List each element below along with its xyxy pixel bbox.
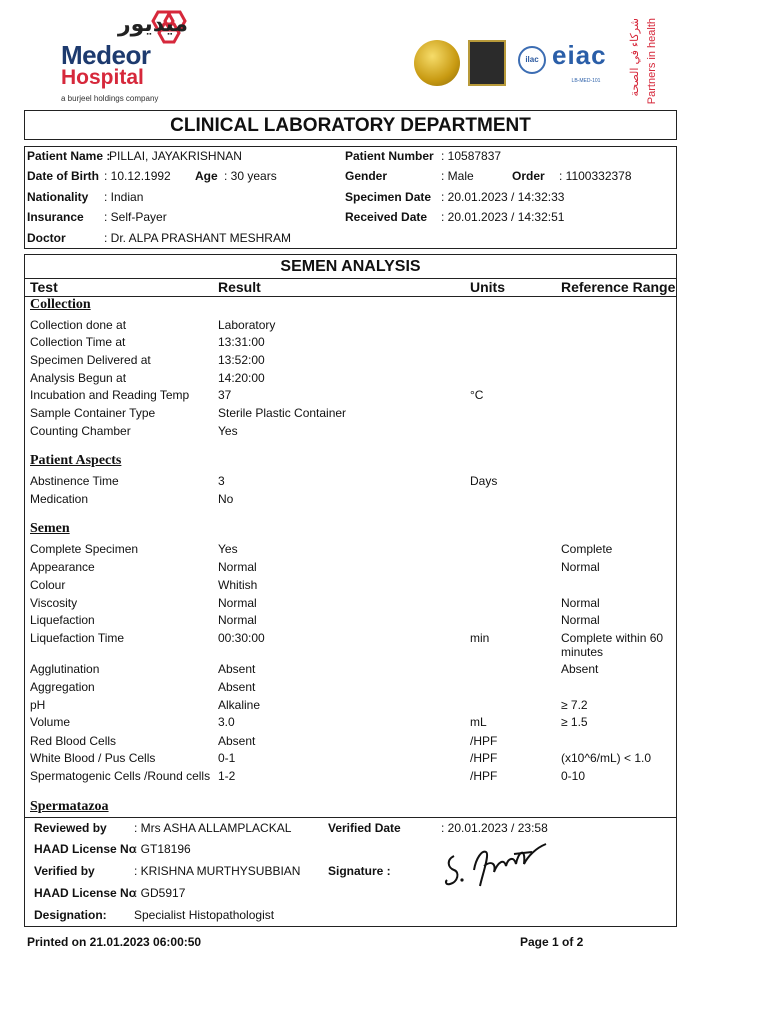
doctor-label: Doctor bbox=[27, 231, 66, 245]
row-test: Counting Chamber bbox=[30, 424, 131, 438]
row-reference: Absent bbox=[561, 662, 599, 676]
row-test: Agglutination bbox=[30, 662, 100, 676]
insurance: : Self-Payer bbox=[104, 210, 167, 224]
row-units: min bbox=[470, 631, 490, 645]
gender: : Male bbox=[441, 169, 474, 183]
row-result: Alkaline bbox=[218, 698, 261, 712]
age: : 30 years bbox=[224, 169, 277, 183]
analysis-title: SEMEN ANALYSIS bbox=[280, 258, 421, 275]
row-units: mL bbox=[470, 715, 487, 729]
row-test: Viscosity bbox=[30, 596, 78, 610]
gender-label: Gender bbox=[345, 169, 388, 183]
eiac-logo: eiac bbox=[552, 40, 607, 70]
verified-by: : KRISHNA MURTHYSUBBIAN bbox=[134, 864, 301, 878]
row-reference: Complete bbox=[561, 542, 613, 556]
row-units: Days bbox=[470, 474, 498, 488]
row-result: Whitish bbox=[218, 578, 258, 592]
row-result: Normal bbox=[218, 613, 257, 627]
row-units: /HPF bbox=[470, 769, 498, 783]
order-number: : 1100332378 bbox=[559, 169, 632, 183]
row-test: Appearance bbox=[30, 560, 95, 574]
row-test: Medication bbox=[30, 492, 89, 506]
row-test: Liquefaction Time bbox=[30, 631, 125, 645]
section-spermatazoa: Spermatazoa bbox=[30, 799, 109, 814]
haad-license-label-2: HAAD License No bbox=[34, 886, 137, 900]
nationality: : Indian bbox=[104, 190, 144, 204]
row-reference-cont: minutes bbox=[561, 645, 604, 659]
row-reference: (x10^6/mL) < 1.0 bbox=[561, 751, 652, 765]
row-result: Absent bbox=[218, 680, 256, 694]
row-result: 3 bbox=[218, 474, 225, 488]
row-result: 00:30:00 bbox=[218, 631, 265, 645]
award-badge-icon bbox=[468, 40, 506, 86]
row-result: 14:20:00 bbox=[218, 371, 265, 385]
row-result: 0-1 bbox=[218, 751, 236, 765]
row-result: 3.0 bbox=[218, 715, 235, 729]
dob-label: Date of Birth bbox=[27, 169, 99, 183]
row-result: Sterile Plastic Container bbox=[218, 406, 347, 420]
patient-name: PILLAI, JAYAKRISHNAN bbox=[109, 149, 242, 163]
haad-license-label: HAAD License No bbox=[34, 842, 137, 856]
col-result: Result bbox=[218, 279, 261, 295]
row-units: °C bbox=[470, 388, 484, 402]
row-reference: ≥ 7.2 bbox=[561, 698, 588, 712]
row-units: /HPF bbox=[470, 734, 498, 748]
row-test: Aggregation bbox=[30, 680, 95, 694]
haad-license: : GT18196 bbox=[134, 842, 191, 856]
row-reference: Normal bbox=[561, 596, 600, 610]
row-result: Yes bbox=[218, 424, 238, 438]
row-test: pH bbox=[30, 698, 46, 712]
received-date-label: Received Date bbox=[345, 210, 428, 224]
row-test: Complete Specimen bbox=[30, 542, 139, 556]
tagline-english-wrap bbox=[646, 18, 660, 108]
haad-license-2: : GD5917 bbox=[134, 886, 186, 900]
logo-subtitle: a burjeel holdings company bbox=[61, 94, 159, 103]
col-reference-range: Reference Range bbox=[561, 279, 676, 295]
patient-name-label: Patient Name : bbox=[27, 149, 111, 163]
row-units: /HPF bbox=[470, 751, 498, 765]
divider bbox=[24, 296, 677, 297]
row-test: Spermatogenic Cells /Round cells bbox=[30, 769, 211, 783]
row-test: Incubation and Reading Temp bbox=[30, 388, 190, 402]
reviewed-by: : Mrs ASHA ALLAMPLACKAL bbox=[134, 821, 292, 835]
received-date: : 20.01.2023 / 14:32:51 bbox=[441, 210, 565, 224]
printed-on: Printed on 21.01.2023 06:00:50 bbox=[27, 935, 202, 949]
tagline-arabic: شركاء في الصحة bbox=[629, 18, 641, 97]
col-units: Units bbox=[470, 279, 505, 295]
ilac-logo: ilac bbox=[518, 46, 546, 74]
row-test: Sample Container Type bbox=[30, 406, 156, 420]
row-result: Absent bbox=[218, 734, 256, 748]
designation-label: Designation: bbox=[34, 908, 107, 922]
row-test: Colour bbox=[30, 578, 66, 592]
row-test: Specimen Delivered at bbox=[30, 353, 151, 367]
row-test: Abstinence Time bbox=[30, 474, 119, 488]
row-test: Red Blood Cells bbox=[30, 734, 117, 748]
section-collection: Collection bbox=[30, 297, 91, 312]
hospital-logo bbox=[0, 0, 200, 105]
row-test: Liquefaction bbox=[30, 613, 95, 627]
section-patient-aspects: Patient Aspects bbox=[30, 453, 122, 468]
row-reference: Normal bbox=[561, 613, 600, 627]
row-test: Collection done at bbox=[30, 318, 127, 332]
row-test: Collection Time at bbox=[30, 335, 126, 349]
order-label: Order bbox=[512, 169, 545, 183]
row-result: 13:52:00 bbox=[218, 353, 265, 367]
divider bbox=[24, 817, 677, 818]
logo-arabic: ميديور bbox=[118, 12, 189, 37]
jci-seal-icon bbox=[414, 40, 460, 86]
verified-date: : 20.01.2023 / 23:58 bbox=[441, 821, 548, 835]
row-result: Yes bbox=[218, 542, 238, 556]
row-test: White Blood / Pus Cells bbox=[30, 751, 156, 765]
patient-number: : 10587837 bbox=[441, 149, 502, 163]
patient-number-label: Patient Number bbox=[345, 149, 434, 163]
verified-date-label: Verified Date bbox=[328, 821, 401, 835]
row-test: Analysis Begun at bbox=[30, 371, 127, 385]
row-test: Volume bbox=[30, 715, 71, 729]
designation: Specialist Histopathologist bbox=[134, 908, 275, 922]
row-result: No bbox=[218, 492, 234, 506]
doctor: : Dr. ALPA PRASHANT MESHRAM bbox=[104, 231, 291, 245]
tagline-english: Partners in health bbox=[646, 18, 658, 105]
row-reference: 0-10 bbox=[561, 769, 586, 783]
age-label: Age bbox=[195, 169, 218, 183]
signature-image bbox=[440, 836, 552, 894]
row-reference: ≥ 1.5 bbox=[561, 715, 588, 729]
page-number: Page 1 of 2 bbox=[520, 935, 584, 949]
row-reference: Normal bbox=[561, 560, 600, 574]
nationality-label: Nationality bbox=[27, 190, 89, 204]
reviewed-by-label: Reviewed by bbox=[34, 821, 107, 835]
department-title: CLINICAL LABORATORY DEPARTMENT bbox=[24, 110, 677, 140]
accreditation-code: LB-MED-101 bbox=[571, 78, 601, 84]
row-result: Absent bbox=[218, 662, 256, 676]
specimen-date: : 20.01.2023 / 14:32:33 bbox=[441, 190, 565, 204]
row-result: 13:31:00 bbox=[218, 335, 265, 349]
row-result: Normal bbox=[218, 560, 257, 574]
row-result: 37 bbox=[218, 388, 232, 402]
row-result: Normal bbox=[218, 596, 257, 610]
dob: : 10.12.1992 bbox=[104, 169, 171, 183]
row-result: 1-2 bbox=[218, 769, 236, 783]
specimen-date-label: Specimen Date bbox=[345, 190, 432, 204]
signature-label: Signature : bbox=[328, 864, 391, 878]
row-result: Laboratory bbox=[218, 318, 276, 332]
logo-medeor: Medeor bbox=[61, 40, 151, 70]
row-reference: Complete within 60 bbox=[561, 631, 664, 645]
section-semen: Semen bbox=[30, 521, 70, 536]
verified-by-label: Verified by bbox=[34, 864, 95, 878]
col-test: Test bbox=[30, 279, 58, 295]
insurance-label: Insurance bbox=[27, 210, 84, 224]
tagline-arabic-wrap bbox=[628, 18, 642, 108]
logo-hospital: Hospital bbox=[61, 66, 144, 89]
